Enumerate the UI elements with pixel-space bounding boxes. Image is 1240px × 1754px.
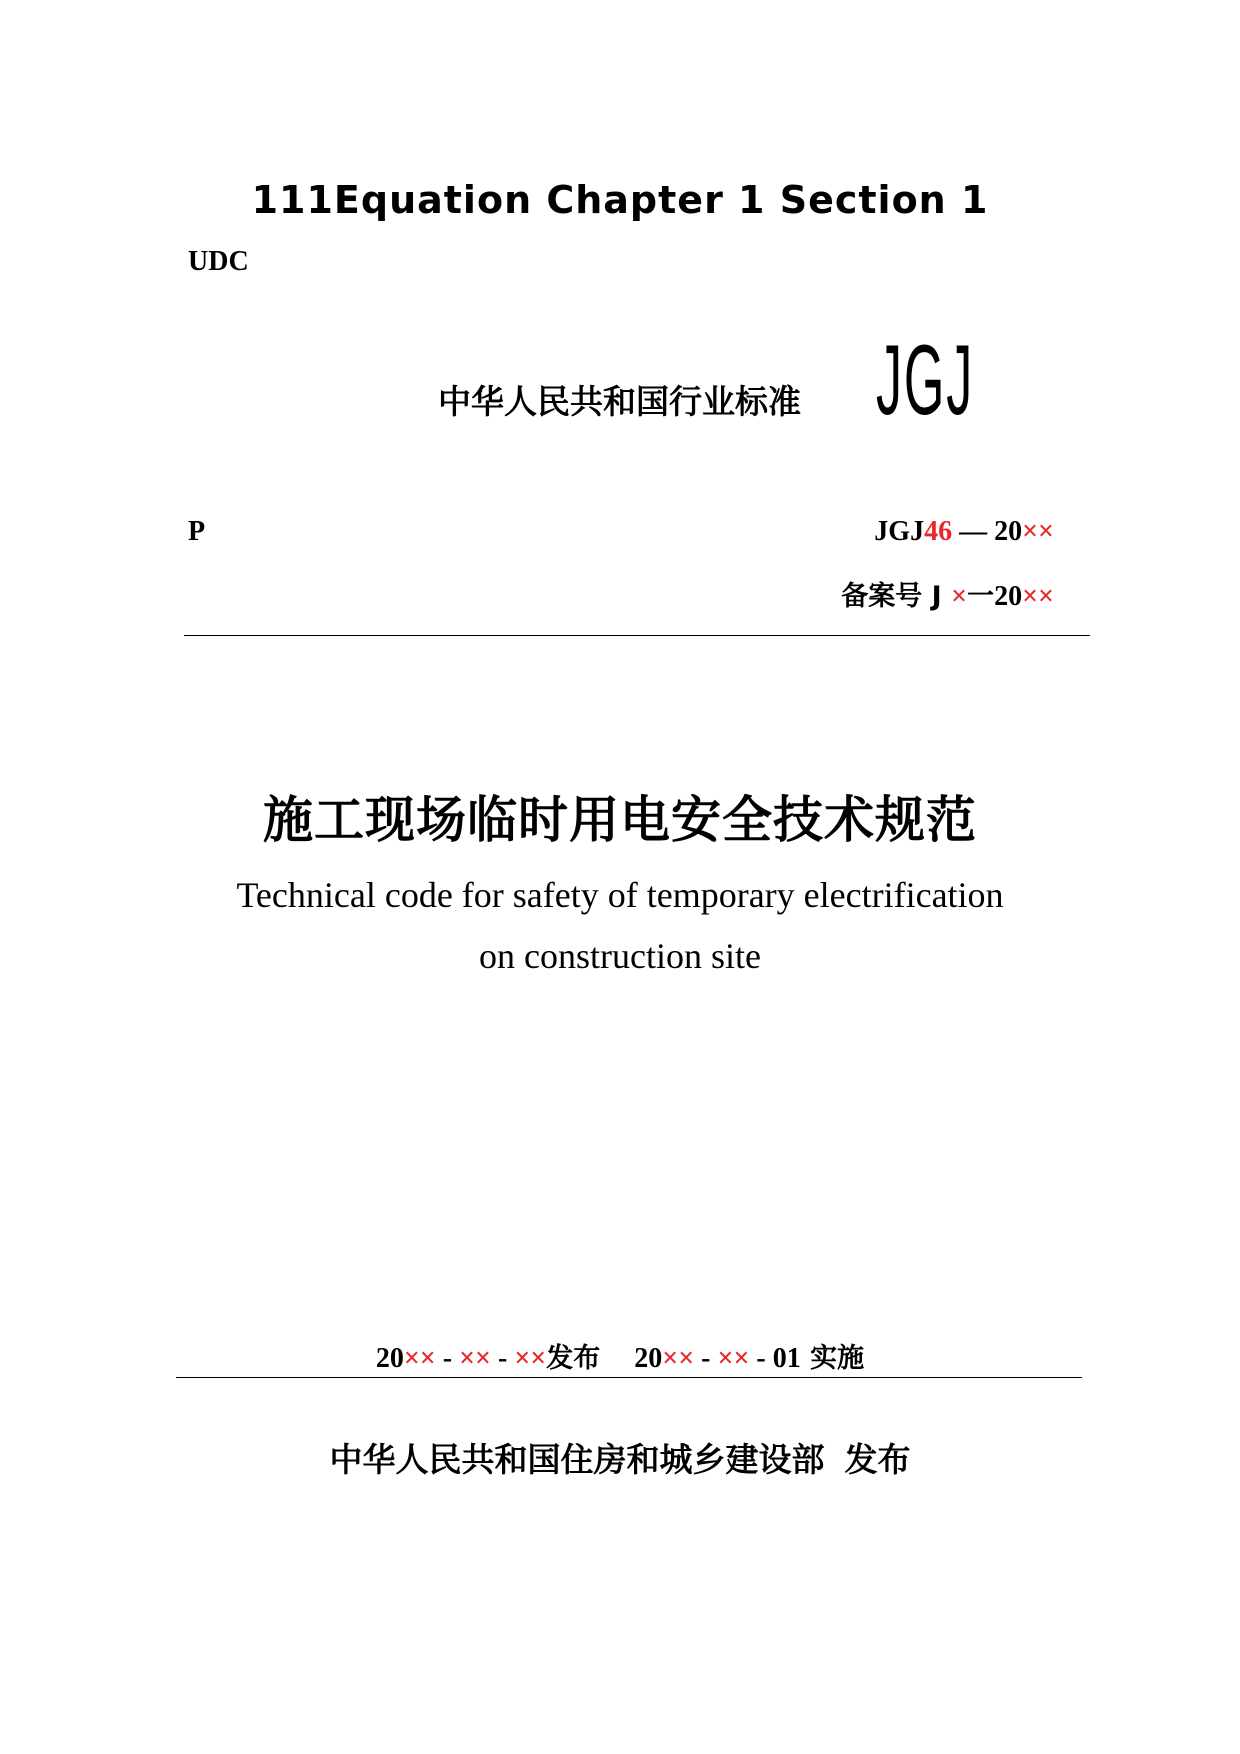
publisher-line [0,1434,1240,1481]
standard-type-title: 中华人民共和国行业标准 [438,382,801,421]
filing-placeholder: × [951,581,968,612]
standard-code-number [874,516,1054,548]
p-classification-label: P [188,516,206,547]
filing-number [841,574,1054,613]
publisher-action: 发布 [844,1440,911,1479]
filing-year: 20 [994,581,1023,612]
equation-field-line: 111Equation Chapter 1 Section 1 [251,178,989,222]
code-prefix: JGJ [874,516,925,547]
code-separator: — [952,516,995,547]
effective-date: 20×× - ×× - 01 实施 [634,1343,865,1374]
document-title-english-line1: Technical code for safety of temporary electrification [236,875,1004,915]
udc-label: UDC [188,246,249,277]
footer-divider [176,1377,1082,1378]
issue-effective-dates [0,1336,1240,1375]
jgj-logo: JGJ [876,324,975,436]
document-title-english-line2: on construction site [479,936,761,976]
code-number: 46 [924,516,953,547]
issue-label: 发布 [546,1343,601,1374]
code-year-placeholder: ×× [1022,516,1054,547]
filing-separator: 一 [967,581,995,612]
issue-date: 20×× - ×× - ××发布 [375,1343,601,1374]
document-title-chinese: 施工现场临时用电安全技术规范 [263,791,977,849]
code-year: 20 [994,516,1023,547]
effective-label: 实施 [800,1343,865,1374]
header-divider [184,635,1090,636]
filing-label: 备案号 J [841,581,952,612]
filing-year-placeholder: ×× [1022,581,1054,612]
publisher-name: 中华人民共和国住房和城乡建设部 [329,1440,825,1479]
